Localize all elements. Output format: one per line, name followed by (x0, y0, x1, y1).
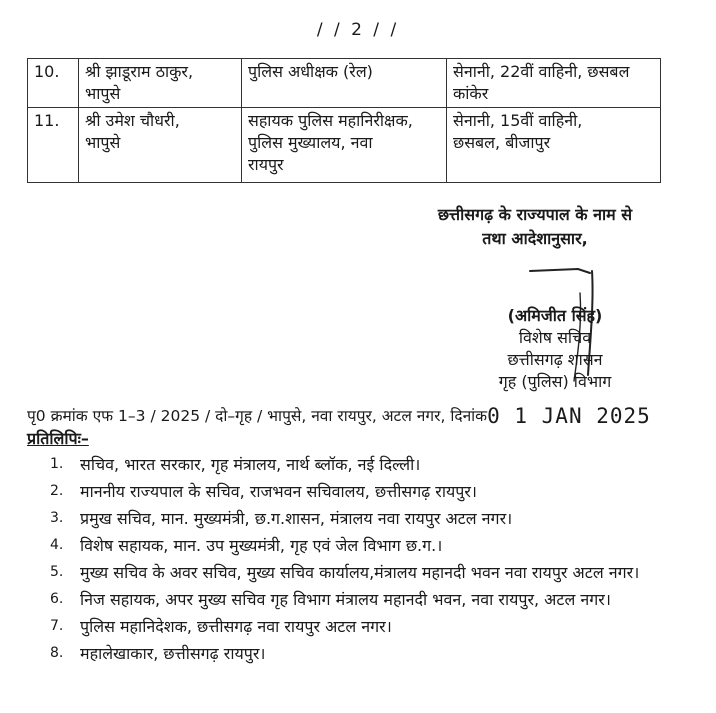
current-post: पुलिस अधीक्षक (रेल) (242, 59, 447, 108)
signatory-government: छत्तीसगढ़ शासन (507, 350, 603, 369)
officer-name: श्री उमेश चौधरी, भापुसे (79, 108, 242, 183)
officer-transfer-table (27, 58, 661, 183)
list-item: 6. निज सहायक, अपर मुख्य सचिव गृह विभाग मंत्रालय महानदी भवन, नवा रायपुर, अटल नगर। (50, 590, 611, 609)
list-item: 5. मुख्य सचिव के अवर सचिव, मुख्य सचिव कार्यालय,मंत्रालय महानदी भवन नवा रायपुर अटल नगर। (50, 563, 640, 582)
copy-to-heading: प्रतिलिपिः– (27, 429, 89, 448)
list-item: 2. माननीय राज्यपाल के सचिव, राजभवन सचिवालय, छत्तीसगढ़ रायपुर। (50, 482, 477, 501)
signatory-block (440, 305, 670, 393)
list-item: 4. विशेष सहायक, मान. उप मुख्यमंत्री, गृह एवं जेल विभाग छ.ग.। (50, 536, 443, 555)
table-row (28, 108, 661, 183)
new-post: सेनानी, 15वीं वाहिनी, छसबल, बीजापुर (447, 108, 661, 183)
new-post: सेनानी, 22वीं वाहिनी, छसबल कांकेर (447, 59, 661, 108)
signatory-name: (अमिजीत सिंह) (507, 306, 603, 325)
order-by-line: छत्तीसगढ़ के राज्यपाल के नाम से (437, 205, 633, 224)
reference-line (27, 402, 651, 426)
order-authority (400, 203, 670, 251)
list-item: 7. पुलिस महानिदेशक, छत्तीसगढ़ नवा रायपुर अटल नगर। (50, 617, 392, 636)
signatory-department: गृह (पुलिस) विभाग (498, 372, 612, 391)
serial-number: 10. (28, 59, 79, 108)
list-item: 1. सचिव, भारत सरकार, गृह मंत्रालय, नार्थ ब्लॉक, नई दिल्ली। (50, 455, 421, 474)
list-item: 3. प्रमुख सचिव, मान. मुख्यमंत्री, छ.ग.शासन, मंत्रालय नवा रायपुर अटल नगर। (50, 509, 513, 528)
page-number: / / 2 / / (316, 20, 400, 40)
serial-number: 11. (28, 108, 79, 183)
reference-number: पृ0 क्रमांक एफ 1–3 / 2025 / दो–गृह / भापुसे, नवा रायपुर, अटल नगर, दिनांक (27, 407, 488, 425)
current-post: सहायक पुलिस महानिरीक्षक, पुलिस मुख्यालय, नवा रायपुर (242, 108, 447, 183)
order-by-line: तथा आदेशानुसार, (482, 229, 588, 248)
date-stamp: 0 1 JAN 2025 (487, 404, 651, 428)
signatory-designation: विशेष सचिव (518, 328, 592, 347)
table-row (28, 59, 661, 108)
officer-name: श्री झाडूराम ठाकुर, भापुसे (79, 59, 242, 108)
copy-to-list (50, 453, 690, 669)
list-item: 8. महालेखाकार, छत्तीसगढ़ रायपुर। (50, 644, 266, 663)
